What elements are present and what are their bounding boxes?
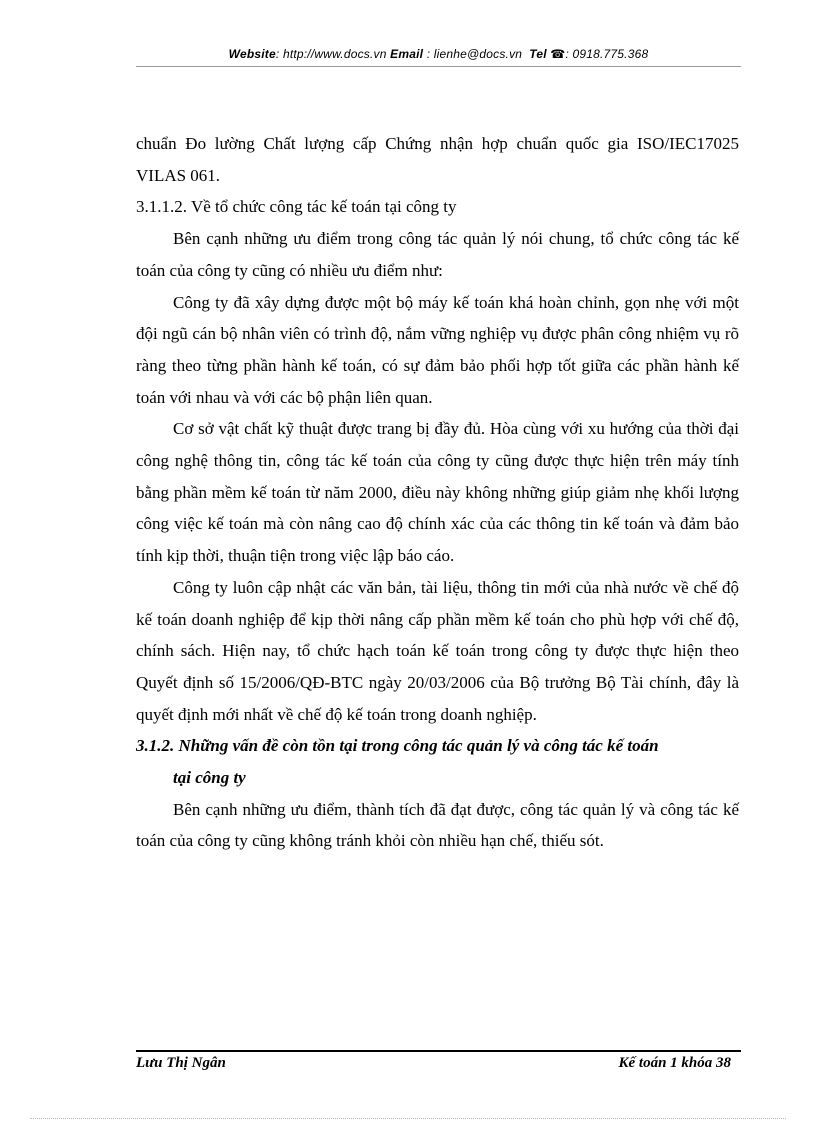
email-label: Email (390, 47, 424, 61)
tel-sep: : (565, 47, 573, 61)
phone-icon: ☎ (550, 47, 566, 61)
website-sep: : (275, 47, 283, 61)
paragraph-6: Bên cạnh những ưu điểm, thành tích đã đạt được, công tác quản lý và công tác kế toán của công ty cũng không tránh khỏi còn nhiều hạn chế, thiếu sót. (136, 799, 739, 851)
email-value[interactable]: lienhe@docs.vn (433, 47, 523, 61)
paragraph-3: Công ty đã xây dựng được một bộ máy kế toán khá hoàn chỉnh, gọn nhẹ với một đội ngũ cán bộ nhân viên có trình độ, nắm vững nghiệp vụ được phân công nhiệm vụ rõ ràng theo từng phần hành kế toán, có sự đảm bảo phối hợp tốt giữa các phần hành kế toán với nhau và với các bộ phận liên quan. (136, 292, 739, 407)
tel-label: Tel (529, 47, 547, 61)
footer-author: Lưu Thị Ngân (136, 1055, 226, 1071)
paragraph-4: Cơ sở vật chất kỹ thuật được trang bị đầy đủ. Hòa cùng với xu hướng của thời đại công nghệ thông tin, công tác kế toán của công ty cũng được thực hiện trên máy tính bằng phần mềm kế toán từ năm 2000, điều này không những giúp giảm nhẹ khối lượng công việc kế toán mà còn nâng cao độ chính xác của các thông tin kế toán và đảm bảo tính kịp thời, thuận tiện trong việc lập báo cáo. (136, 419, 739, 566)
email-sep: : (423, 47, 434, 61)
website-url[interactable]: http://www.docs.vn (282, 47, 387, 61)
paragraph-2: Bên cạnh những ưu điểm trong công tác quản lý nói chung, tổ chức công tác kế toán của công ty cũng có nhiều ưu điểm như: (136, 229, 739, 280)
page-edge-dots (30, 1118, 786, 1119)
header-divider (136, 66, 741, 67)
website-label: Website (228, 47, 276, 61)
section-heading-3-1-1-2: 3.1.1.2. Về tổ chức công tác kế toán tại công ty (136, 197, 457, 217)
section-heading-3-1-2: 3.1.2. Những vấn đề còn tồn tại trong công tác quản lý và công tác kế toán (136, 736, 659, 756)
paragraph-1: chuẩn Đo lường Chất lượng cấp Chứng nhận hợp chuẩn quốc gia ISO/IEC17025 VILAS 061. (136, 134, 739, 185)
footer-course: Kế toán 1 khóa 38 (618, 1055, 731, 1071)
section-heading-3-1-2-cont: tại công ty (173, 768, 246, 788)
footer-divider (136, 1050, 741, 1052)
document-body (136, 128, 739, 857)
tel-value: 0918.775.368 (572, 47, 649, 61)
paragraph-5: Công ty luôn cập nhật các văn bản, tài liệu, thông tin mới của nhà nước về chế độ kế toán doanh nghiệp để kịp thời nâng cấp phần mềm kế toán cho phù hợp với chế độ, chính sách. Hiện nay, tổ chức hạch toán kế toán trong công ty được thực hiện theo Quyết định số 15/2006/QĐ-BTC ngày 20/03/2006 của Bộ trưởng Bộ Tài chính, đây là quyết định mới nhất về chế độ kế toán trong doanh nghiệp. (136, 577, 739, 724)
page-header (136, 47, 741, 61)
